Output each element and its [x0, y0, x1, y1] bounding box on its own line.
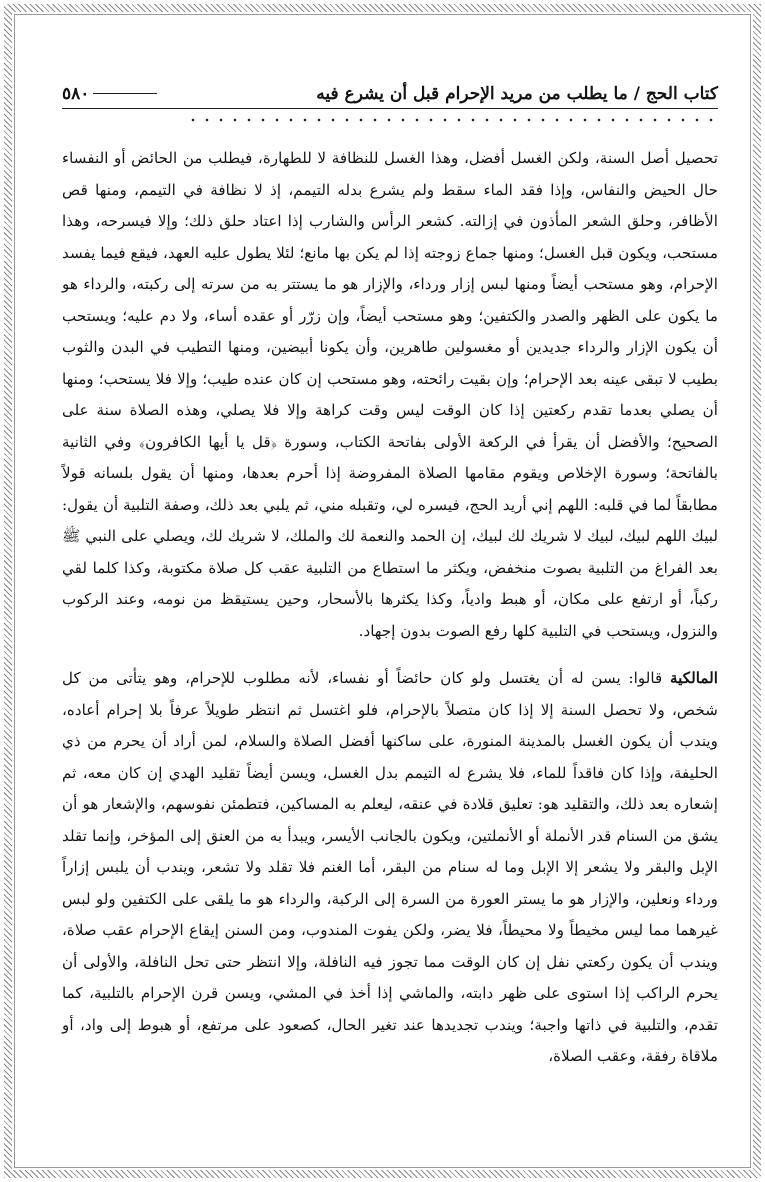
- page-number: ٥٨٠: [62, 84, 90, 104]
- paragraph-2-lead: المالكية: [670, 669, 718, 687]
- page-content: [62, 84, 718, 1073]
- page-number-group: [62, 84, 157, 104]
- running-header: [62, 84, 718, 109]
- header-title: كتاب الحج / ما يطلب من مريد الإحرام قبل أن يشرع فيه: [316, 84, 718, 104]
- dotted-separator: [186, 117, 718, 123]
- paragraph-1-text: تحصيل أصل السنة، ولكن الغسل أفضل، وهذا الغسل للنظافة لا للطهارة، فيطلب من الحائض أو النفساء حال الحيض والنفاس، وإذا فقد الماء سقط ولم يشرع بدله التيمم، إذ لا نظافة في التيمم، ومنها قص الأظافر، وحلق الشعر المأذون في إزالته. كشعر الرأس والشارب إذا اعتاد حلق ذلك؛ وإلا فيسرحه، وهذا مستحب، ويكون قبل الغسل؛ ومنها جماع زوجته إذا لم يكن بها مانع؛ لئلا يطول عليه العهد، فيقع فيما يفسد الإحرام، وهو مستحب أيضاً ومنها لبس إزار ورداء، والإزار هو ما يستتر به من سرته إلى ركبته، والرداء هو ما يكون على الظهر والصدر والكتفين؛ وهو مستحب أيضاً، وإن زرّر أو عقده أساء، ولا دم عليه؛ ويستحب أن يكون الإزار والرداء جديدين أو مغسولين طاهرين، وأن يكونا أبيضين، ومنها التطيب في البدن والثوب بطيب لا تبقى عينه بعد الإحرام؛ وإن بقيت رائحته، وهو مستحب إن كان عنده طيب؛ وإلا فلا يستحب؛ ومنها أن يصلي بعدما تقدم ركعتين إذا كان الوقت ليس وقت كراهة وإلا فلا يصلي، وهذه الصلاة سنة على الصحيح؛ والأفضل أن يقرأ في الركعة الأولى بفاتحة الكتاب، وسورة ﴿قل يا أيها الكافرون﴾ وفي الثانية بالفاتحة؛ وسورة الإخلاص ويقوم مقامها الصلاة المفروضة إذا أحرم بعدها، ومنها أن يقول بلسانه قولاً مطابقاً لما في قلبه: اللهم إني أريد الحج، فيسره لي، وتقبله مني، ثم يلبي بعد ذلك، وصفة التلبية أن يقول: لبيك اللهم لبيك، لبيك لا شريك لك لبيك، إن الحمد والنعمة لك والملك، لا شريك لك، ويصلي على النبي ﷺ بعد الفراغ من التلبية بصوت منخفض، ويكثر ما استطاع من التلبية عقب كل صلاة مكتوبة، وكذا كلما لقي ركباً، أو ارتفع على مكان، أو هبط وادياً، وكذا يكثرها بالأسحار، وحين يستيقظ من نومه، وعند الركوب والنزول، ويستحب في التلبية كلها رفع الصوت بدون إجهاد.: [62, 149, 718, 640]
- paragraph-hanafi: [62, 143, 718, 647]
- paragraph-2-text: قالوا: يسن له أن يغتسل ولو كان حائضاً أو نفساء، لأنه مطلوب للإحرام، وهو يتأتى من كل شخص، ولا تحصل السنة إلا إذا كان متصلاً بالإحرام، فلو اغتسل ثم انتظر طويلاً عرفاً بلا إحرام أعاده، ويندب أن يكون الغسل بالمدينة المنورة، على ساكنها أفضل الصلاة والسلام، لمن أراد أن يحرم من ذي الحليفة، وإذا كان فاقداً للماء، فلا يشرع له التيمم بدل الغسل، ويسن أيضاً تقليد الهدي إن كان معه، ثم إشعاره بعد ذلك، والتقليد هو: تعليق قلادة في عنقه، ليعلم به المساكين، فتطمئن نفوسهم، والإشعار هو أن يشق من السنام قدر الأنملة أو الأنملتين، ويكون بالجانب الأيسر، ويبدأ به من العنق إلى المؤخر، وإنما تقلد الإبل والبقر ولا يشعر إلا الإبل وما له سنام من البقر، أما الغنم فلا تقلد ولا تشعر، ويندب أن يلبس إزاراً ورداء ونعلين، والإزار هو ما يستر العورة من السرة إلى الركبة، والرداء هو ما يلقى على الكتفين ولو لبس غيرهما مما ليس مخيطاً ولا محيطاً، فلا يضر، ولكن يفوت المندوب، ومن السنن إيقاع الإحرام عقب صلاة، ويندب أن يكون ركعتي نفل إن كان الوقت مما تجوز فيه النافلة، وإلا انتظر حتى تحل النافلة، والأولى أن يحرم الراكب إذا استوى على ظهر دابته، والماشي إذا أخذ في المشي، ويسن قرن الإحرام بالتلبية، كما تقدم، والتلبية في ذاتها واجبة؛ ويندب تجديدها عند تغير الحال، كصعود على مرتفع، أو هبوط إلى واد، أو ملاقاة رفقة، وعقب الصلاة،: [62, 669, 718, 1065]
- header-rule: [93, 93, 157, 94]
- paragraph-maliki: [62, 663, 718, 1073]
